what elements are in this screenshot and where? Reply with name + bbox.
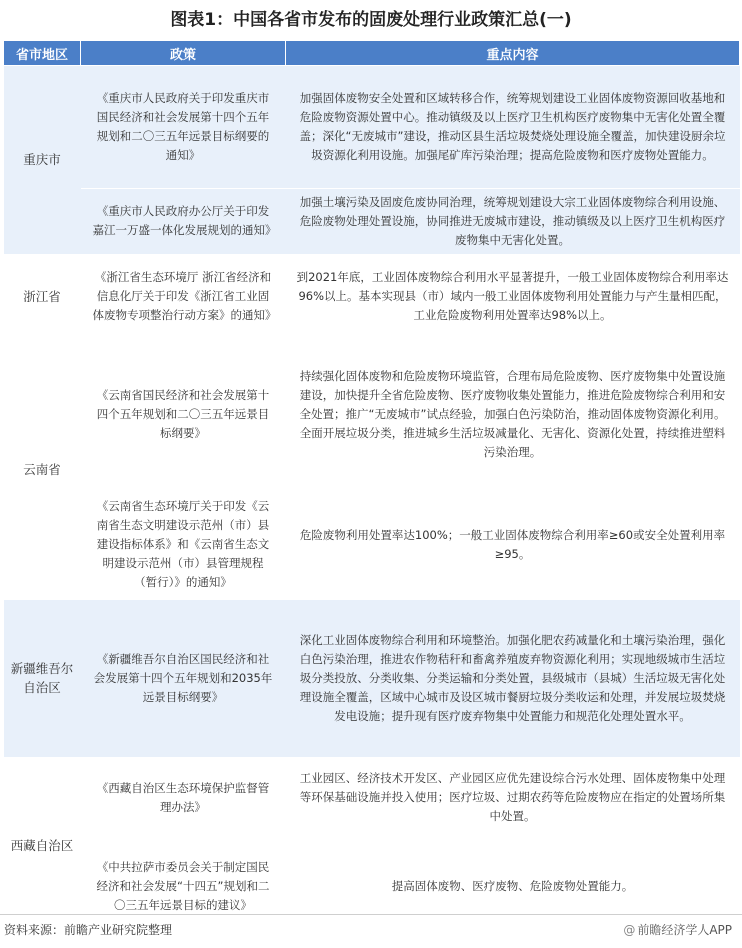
table-header-row [4,41,740,66]
policy-cell: 《新疆维吾尔自治区国民经济和社会发展第十四个五年规划和2035年远景目标纲要》 [81,600,286,757]
policy-cell: 《重庆市人民政府关于印发重庆市国民经济和社会发展第十四个五年规划和二〇三五年远景目标纲要的通知》 [81,66,286,189]
policy-table [3,40,740,935]
table-row [4,490,740,600]
policy-cell: 《西藏自治区生态环境保护监督管理办法》 [81,757,286,839]
key-content-cell: 危险废物利用处置率达100%；一般工业固体废物综合利用率≥60或安全处置利用率≥95。 [286,490,740,600]
brand-label [623,921,732,938]
region-cell: 西藏自治区 [4,757,81,935]
table-row [4,254,740,340]
header-region: 省市地区 [4,41,81,66]
key-content-cell: 工业园区、经济技术开发区、产业园区应优先建设综合污水处理、固体废物集中处理等环保基础设施并投入使用；医疗垃圾、过期农药等危险废物应在指定的处置场所集中处置。 [286,757,740,839]
key-content-cell: 深化工业固体废物综合利用和环境整治。加强化肥农药减量化和土壤污染治理，强化白色污染治理，推进农作物秸秆和畜禽养殖废弃物资源化利用；实现地级城市生活垃圾分类投放、分类收集、分类运输和分类处置，县级城市（县城）生活垃圾无害化处理设施全覆盖，区域中心城市及设区城市餐厨垃圾分类收运和处理，并发展垃圾焚烧发电设施；提升现有医疗废弃物集中处置能力和规范化处理处置水平。 [286,600,740,757]
key-content-cell: 加强固体废物安全处置和区域转移合作，统筹规划建设工业固体废物资源回收基地和危险废物资源处置中心。推动镇级及以上医疗卫生机构医疗废物集中无害化处置全覆盖；深化“无废城市”建设，推动区县生活垃圾焚烧处理设施全覆盖，加快建设厨余垃圾资源化利用设施。加强尾矿库污染治理；提高危险废物和医疗废物处置能力。 [286,66,740,189]
chart-title: 图表1：中国各省市发布的固废处理行业政策汇总(一) [170,10,572,30]
policy-cell: 《云南省国民经济和社会发展第十四个五年规划和二〇三五年远景目标纲要》 [81,340,286,490]
source-note: 资料来源：前瞻产业研究院整理 [4,923,173,937]
footer [0,914,742,945]
region-cell: 云南省 [4,340,81,600]
key-content-cell: 提高固体废物、医疗废物、危险废物处置能力。 [286,839,740,935]
policy-cell: 《云南省生态环境厅关于印发《云南省生态文明建设示范州（市）县建设指标体系》和《云南省生态文明建设示范州（市）县管理规程（暂行）》的通知》 [81,490,286,600]
key-content-cell: 持续强化固体废物和危险废物环境监管，合理布局危险废物、医疗废物集中处置设施建设，加快提升全省危险废物、医疗废物收集处置能力，推进危险废物综合利用和安全处置；推广“无废城市”试点经验，加强白色污染防治，推动固体废物资源化利用。全面开展垃圾分类，推进城乡生活垃圾减量化、无害化、资源化处置，持续推进塑料污染治理。 [286,340,740,490]
policy-cell: 《重庆市人民政府办公厅关于印发嘉江一万盛一体化发展规划的通知》 [81,189,286,254]
region-cell: 重庆市 [4,66,81,254]
policy-cell: 《浙江省生态环境厅 浙江省经济和信息化厅关于印发《浙江省工业固体废物专项整治行动方案》的通知》 [81,254,286,340]
table-row [4,757,740,839]
table-row [4,66,740,189]
table-row [4,600,740,757]
table-row [4,340,740,490]
at-icon: @ [623,923,636,937]
key-content-cell: 到2021年底，工业固体废物综合利用水平显著提升，一般工业固体废物综合利用率达96%以上。基本实现县（市）域内一般工业固体废物利用处置能力与产生量相匹配，工业危险废物利用处置率达98%以上。 [286,254,740,340]
region-cell: 浙江省 [4,254,81,340]
policy-cell: 《中共拉萨市委员会关于制定国民经济和社会发展“十四五”规划和二〇三五年远景目标的建议》 [81,839,286,935]
table-row [4,189,740,254]
header-key-content: 重点内容 [286,41,740,66]
region-cell: 新疆维吾尔自治区 [4,600,81,757]
header-policy: 政策 [81,41,286,66]
brand-text: 前瞻经济学人APP [637,923,732,937]
key-content-cell: 加强土壤污染及固废危废协同治理，统筹规划建设大宗工业固体废物综合利用设施、危险废物处理处置设施，协同推进无废城市建设，推动镇级及以上医疗卫生机构医疗废物集中无害化处置。 [286,189,740,254]
